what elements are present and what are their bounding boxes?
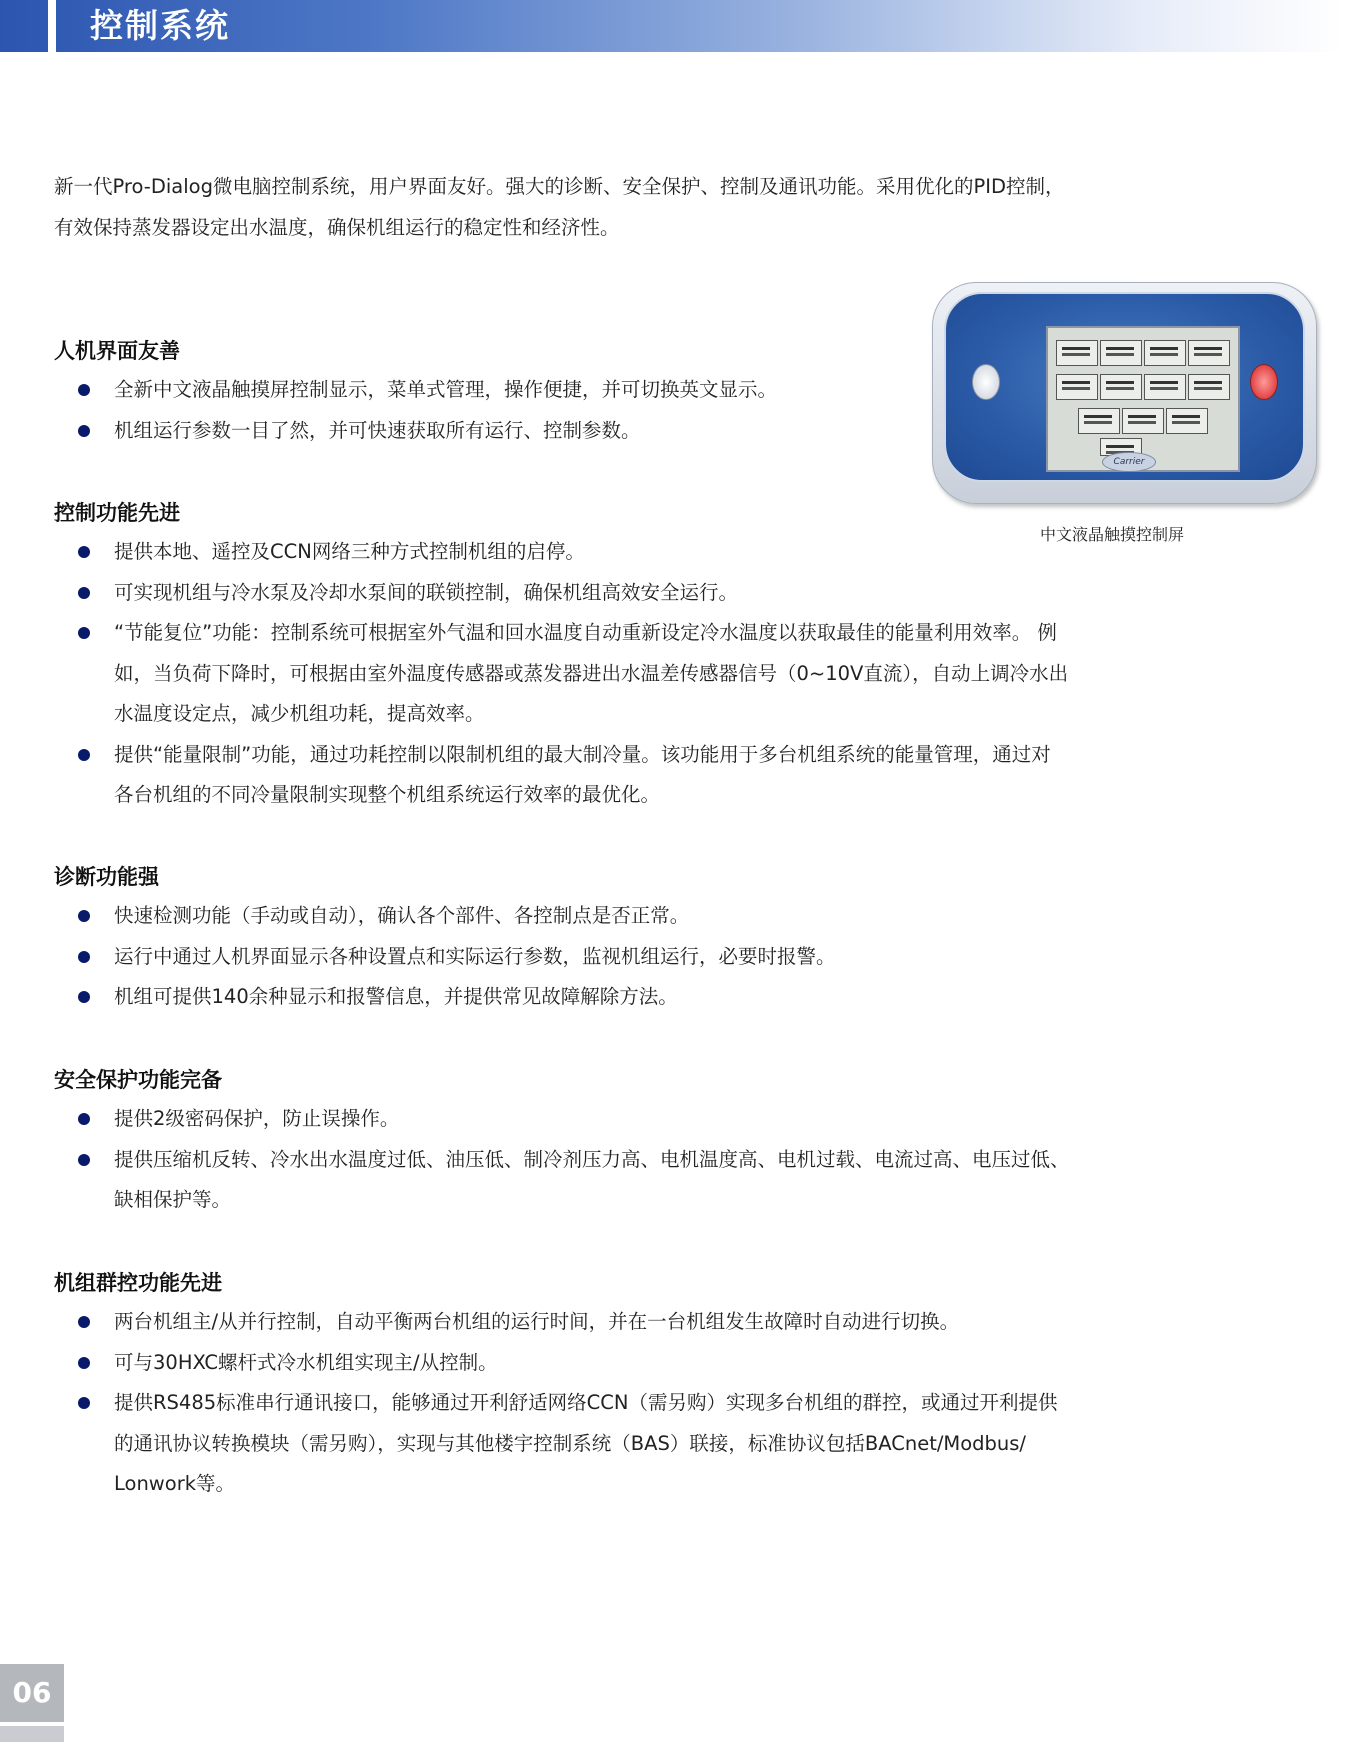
section-control xyxy=(54,498,1068,816)
intro-line: 有效保持蒸发器设定出水温度，确保机组运行的稳定性和经济性。 xyxy=(54,216,620,239)
lcd-menu-icon xyxy=(1100,374,1142,400)
bullet-dot-icon xyxy=(78,546,90,558)
lcd-menu-grid xyxy=(1056,340,1230,458)
list-item: 机组运行参数一目了然，并可快速获取所有运行、控制参数。 xyxy=(54,411,777,452)
bullet-dot-icon xyxy=(78,1316,90,1328)
bullet-dot-icon xyxy=(78,1397,90,1409)
bullet-dot-icon xyxy=(78,1113,90,1125)
bullet-dot-icon xyxy=(78,587,90,599)
page-number-box-lower xyxy=(0,1726,64,1742)
bullet-dot-icon xyxy=(78,749,90,761)
bullet-dot-icon xyxy=(78,627,90,639)
list-item: 快速检测功能（手动或自动），确认各个部件、各控制点是否正常。 xyxy=(54,896,836,937)
list-item: 提供RS485标准串行通讯接口，能够通过开利舒适网络CCN（需另购）实现多台机组的群控，或通过开利提供 的通讯协议转换模块（需另购），实现与其他楼宇控制系统（BAS）联接，标准协议包括BACnet/Modbus/ Lonwork等。 xyxy=(54,1383,1057,1505)
lcd-menu-icon xyxy=(1056,340,1098,366)
lcd-menu-icon xyxy=(1056,374,1098,400)
bullet-list xyxy=(54,1099,1070,1221)
figure-caption: 中文液晶触摸控制屏 xyxy=(1040,525,1185,544)
bullet-list xyxy=(54,896,836,1018)
list-item: 运行中通过人机界面显示各种设置点和实际运行参数，监视机组运行，必要时报警。 xyxy=(54,937,836,978)
section-heading: 控制功能先进 xyxy=(54,501,180,525)
lcd-menu-icon xyxy=(1144,340,1186,366)
section-safety xyxy=(54,1065,1070,1221)
panel-left-button xyxy=(972,364,1000,400)
list-item: 全新中文液晶触摸屏控制显示，菜单式管理，操作便捷，并可切换英文显示。 xyxy=(54,370,777,411)
list-item: 机组可提供140余种显示和报警信息，并提供常见故障解除方法。 xyxy=(54,977,836,1018)
bullet-dot-icon xyxy=(78,1357,90,1369)
bullet-dot-icon xyxy=(78,910,90,922)
list-item: 提供本地、遥控及CCN网络三种方式控制机组的启停。 xyxy=(54,532,1068,573)
bullet-dot-icon xyxy=(78,425,90,437)
lcd-menu-icon xyxy=(1188,340,1230,366)
bullet-list xyxy=(54,532,1068,816)
bullet-dot-icon xyxy=(78,951,90,963)
list-item: 提供“能量限制”功能，通过功耗控制以限制机组的最大制冷量。该功能用于多台机组系统的能量管理，通过对 各台机组的不同冷量限制实现整个机组系统运行效率的最优化。 xyxy=(54,735,1068,816)
list-item: 提供压缩机反转、冷水出水温度过低、油压低、制冷剂压力高、电机温度高、电机过载、电流过高、电压过低、 缺相保护等。 xyxy=(54,1140,1070,1221)
intro-line: 新一代Pro-Dialog微电脑控制系统，用户界面友好。强大的诊断、安全保护、控制及通讯功能。采用优化的PID控制， xyxy=(54,175,1065,198)
section-group-control xyxy=(54,1268,1057,1505)
lcd-menu-icon xyxy=(1144,374,1186,400)
lcd-menu-icon xyxy=(1100,340,1142,366)
section-heading: 安全保护功能完备 xyxy=(54,1068,222,1092)
list-item: 可实现机组与冷水泵及冷却水泵间的联锁控制，确保机组高效安全运行。 xyxy=(54,573,1068,614)
section-heading: 机组群控功能先进 xyxy=(54,1271,222,1295)
section-hmi xyxy=(54,336,777,451)
panel-alarm-button xyxy=(1250,364,1278,400)
bullet-list xyxy=(54,1302,1057,1505)
intro-paragraph xyxy=(54,166,1294,248)
lcd-menu-icon xyxy=(1188,374,1230,400)
clock-icon xyxy=(1122,408,1164,434)
page-number: 06 xyxy=(12,1676,52,1709)
list-item: 提供2级密码保护，防止误操作。 xyxy=(54,1099,1070,1140)
section-diagnostics xyxy=(54,862,836,1018)
bullet-dot-icon xyxy=(78,1154,90,1166)
carrier-logo: Carrier xyxy=(1102,452,1156,472)
page-number-box xyxy=(0,1664,64,1722)
lcd-menu-icon xyxy=(1078,408,1120,434)
bullet-dot-icon xyxy=(78,991,90,1003)
header-stripe xyxy=(48,0,56,52)
lcd-screen xyxy=(1046,326,1240,472)
lcd-touch-panel-image xyxy=(932,282,1317,504)
bullet-dot-icon xyxy=(78,384,90,396)
page-title: 控制系统 xyxy=(90,6,230,45)
list-item: 可与30HXC螺杆式冷水机组实现主/从控制。 xyxy=(54,1343,1057,1384)
bullet-list xyxy=(54,370,777,451)
list-item: 两台机组主/从并行控制，自动平衡两台机组的运行时间，并在一台机组发生故障时自动进行切换。 xyxy=(54,1302,1057,1343)
section-heading: 人机界面友善 xyxy=(54,339,180,363)
section-heading: 诊断功能强 xyxy=(54,865,159,889)
list-item: “节能复位”功能：控制系统可根据室外气温和回水温度自动重新设定冷水温度以获取最佳的能量利用效率。 例 如，当负荷下降时，可根据由室外温度传感器或蒸发器进出水温差传感器信号（0~10V直流），自动上调冷水出 水温度设定点，减少机组功耗，提高效率。 xyxy=(54,613,1068,735)
lcd-menu-icon xyxy=(1166,408,1208,434)
